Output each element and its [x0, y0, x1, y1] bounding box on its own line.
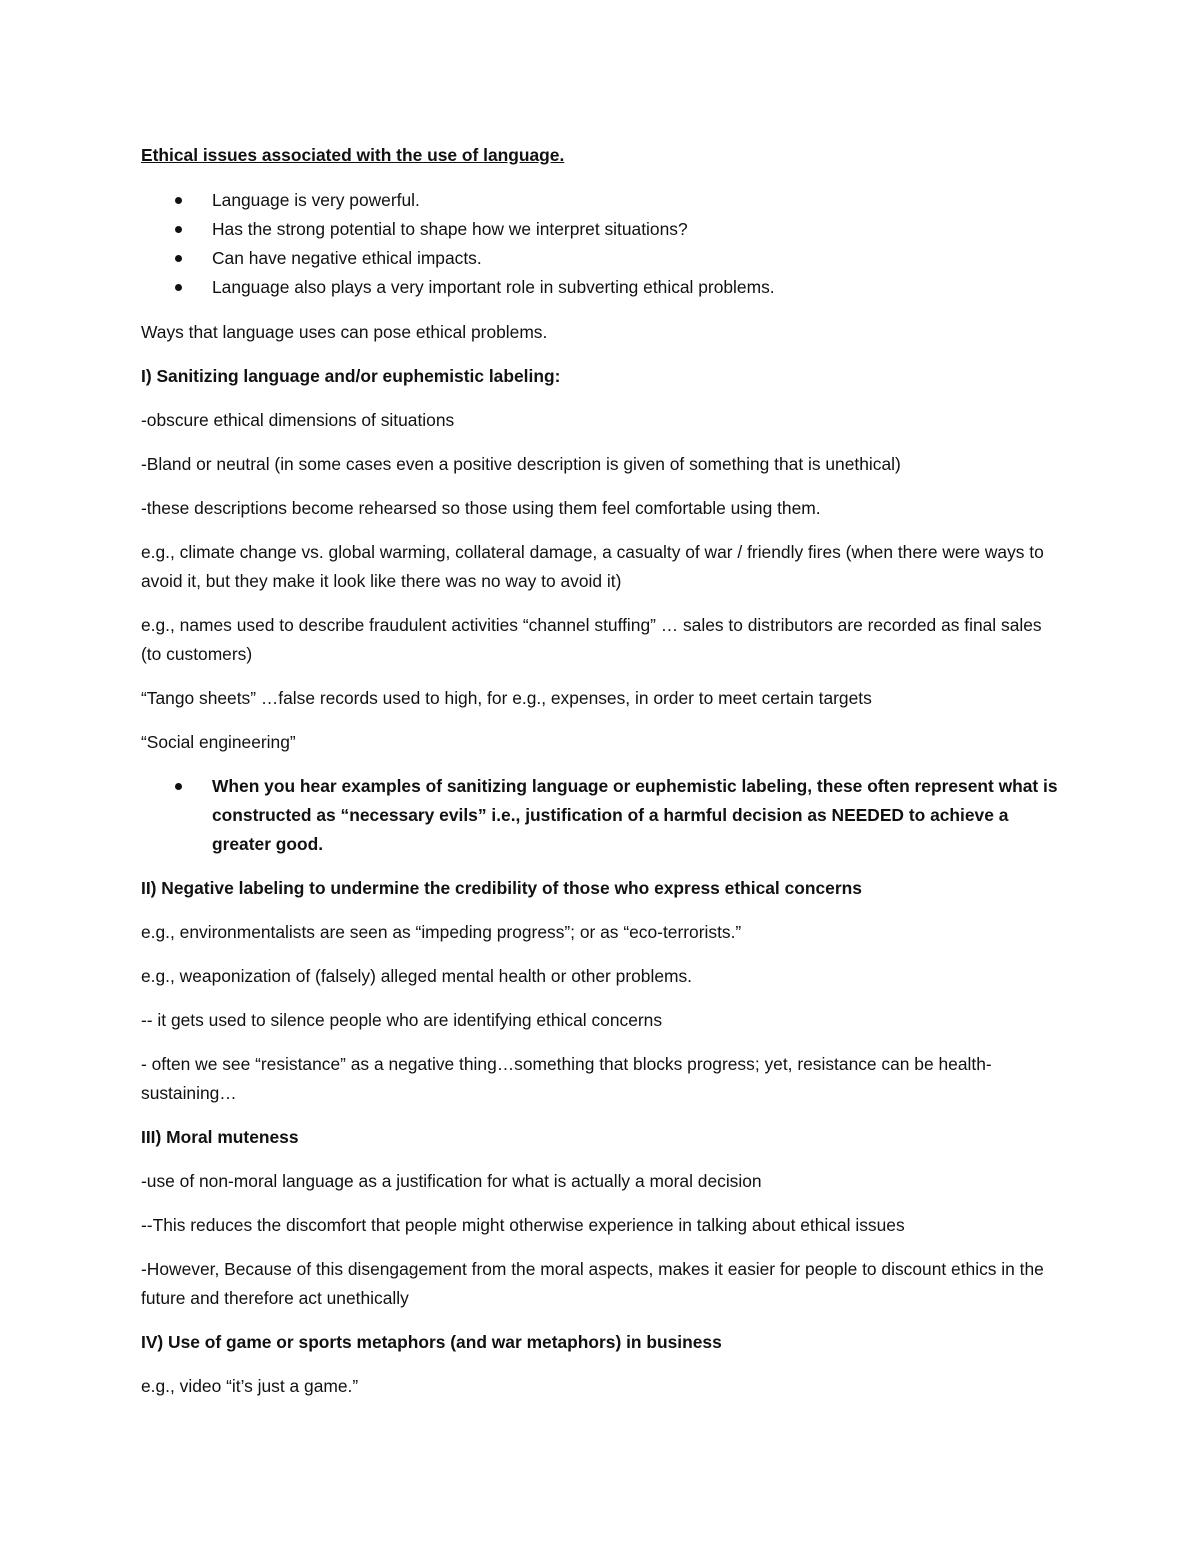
paragraph: -use of non-moral language as a justification for what is actually a moral decision: [141, 1171, 762, 1191]
list-item: [141, 244, 1061, 273]
list-item-text: Can have negative ethical impacts.: [212, 248, 482, 268]
bullet-icon: [175, 226, 182, 233]
paragraph: -Bland or neutral (in some cases even a positive description is given of something that is unethical): [141, 454, 901, 474]
paragraph: -- it gets used to silence people who are identifying ethical concerns: [141, 1010, 663, 1030]
paragraph: -these descriptions become rehearsed so those using them feel comfortable using them.: [141, 498, 821, 518]
list-item: [141, 273, 1061, 302]
list-item: [141, 215, 1061, 244]
paragraph: e.g., video “it’s just a game.”: [141, 1376, 359, 1396]
bullet-icon: [175, 255, 182, 262]
paragraph: “Tango sheets” …false records used to high, for e.g., expenses, in order to meet certain targets: [141, 688, 872, 708]
list-item: [141, 772, 1061, 859]
bullet-icon: [175, 197, 182, 204]
list-item-text: Has the strong potential to shape how we interpret situations?: [212, 219, 688, 239]
list-item-text: Language is very powerful.: [212, 190, 420, 210]
document-body: [141, 141, 1061, 1416]
section-heading-sanitizing: I) Sanitizing language and/or euphemistic labeling:: [141, 366, 561, 386]
bullet-icon: [175, 284, 182, 291]
intro-bullet-list: [141, 186, 1061, 302]
bullet-icon: [175, 783, 182, 790]
paragraph: e.g., climate change vs. global warming, collateral damage, a casualty of war / friendly fires (when there were ways to avoid it, but they make it look like there was no way to avoid it): [141, 542, 1044, 591]
list-item: [141, 186, 1061, 215]
list-item-text: Language also plays a very important role in subverting ethical problems.: [212, 277, 775, 297]
paragraph: -obscure ethical dimensions of situations: [141, 410, 455, 430]
list-item-text: When you hear examples of sanitizing language or euphemistic labeling, these often represent what is constructed as “necessary evils” i.e., justification of a harmful decision as NEEDED to achieve a greater good.: [212, 776, 1058, 854]
paragraph: e.g., weaponization of (falsely) alleged mental health or other problems.: [141, 966, 693, 986]
ways-heading: Ways that language uses can pose ethical problems.: [141, 322, 548, 342]
document-title: Ethical issues associated with the use of language.: [141, 145, 565, 165]
bold-bullet-list: [141, 772, 1061, 859]
paragraph: “Social engineering”: [141, 732, 296, 752]
paragraph: -However, Because of this disengagement from the moral aspects, makes it easier for people to discount ethics in the future and therefore act unethically: [141, 1259, 1044, 1308]
paragraph: e.g., environmentalists are seen as “impeding progress”; or as “eco-terrorists.”: [141, 922, 742, 942]
paragraph: - often we see “resistance” as a negative thing…something that blocks progress; yet, resistance can be health-sustaining…: [141, 1054, 992, 1103]
section-heading-negative-labeling: II) Negative labeling to undermine the credibility of those who express ethical concerns: [141, 878, 862, 898]
section-heading-moral-muteness: III) Moral muteness: [141, 1127, 299, 1147]
paragraph: e.g., names used to describe fraudulent activities “channel stuffing” … sales to distributors are recorded as final sales (to customers): [141, 615, 1042, 664]
paragraph: --This reduces the discomfort that people might otherwise experience in talking about ethical issues: [141, 1215, 905, 1235]
section-heading-metaphors: IV) Use of game or sports metaphors (and war metaphors) in business: [141, 1332, 722, 1352]
